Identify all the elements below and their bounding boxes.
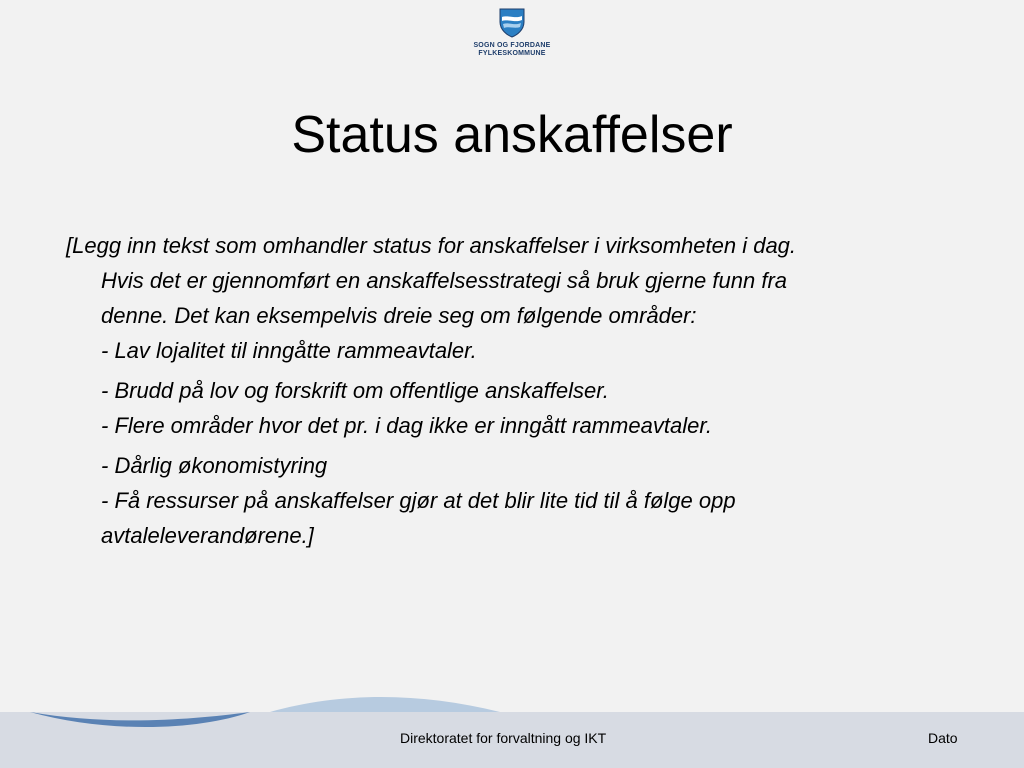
body-line: denne. Det kan eksempelvis dreie seg om følgende områder: bbox=[101, 303, 697, 328]
body-line: - Brudd på lov og forskrift om offentlige anskaffelser. bbox=[101, 378, 609, 403]
body-line: Hvis det er gjennomført en anskaffelsesstrategi så bruk gjerne funn fra bbox=[101, 268, 788, 293]
slide-title: Status anskaffelser bbox=[291, 106, 733, 164]
body-line: - Dårlig økonomistyring bbox=[101, 453, 328, 478]
wave-decoration bbox=[0, 690, 520, 730]
logo bbox=[462, 8, 562, 70]
slide-body bbox=[66, 228, 966, 553]
footer-date: Dato bbox=[928, 730, 958, 746]
footer-org: Direktoratet for forvaltning og IKT bbox=[400, 730, 607, 746]
body-line: - Lav lojalitet til inngåtte rammeavtaler. bbox=[101, 338, 477, 363]
shield-icon bbox=[499, 8, 525, 38]
body-line: - Få ressurser på anskaffelser gjør at det blir lite tid til å følge opp bbox=[101, 488, 736, 513]
footer bbox=[0, 712, 1024, 768]
body-line: [Legg inn tekst som omhandler status for anskaffelser i virksomheten i dag. bbox=[66, 233, 797, 258]
body-line: avtaleleverandørene.] bbox=[101, 523, 314, 548]
body-line: - Flere områder hvor det pr. i dag ikke er inngått rammeavtaler. bbox=[101, 413, 712, 438]
logo-line-1: SOGN OG FJORDANE bbox=[473, 42, 551, 49]
logo-line-2: FYLKESKOMMUNE bbox=[478, 50, 546, 57]
